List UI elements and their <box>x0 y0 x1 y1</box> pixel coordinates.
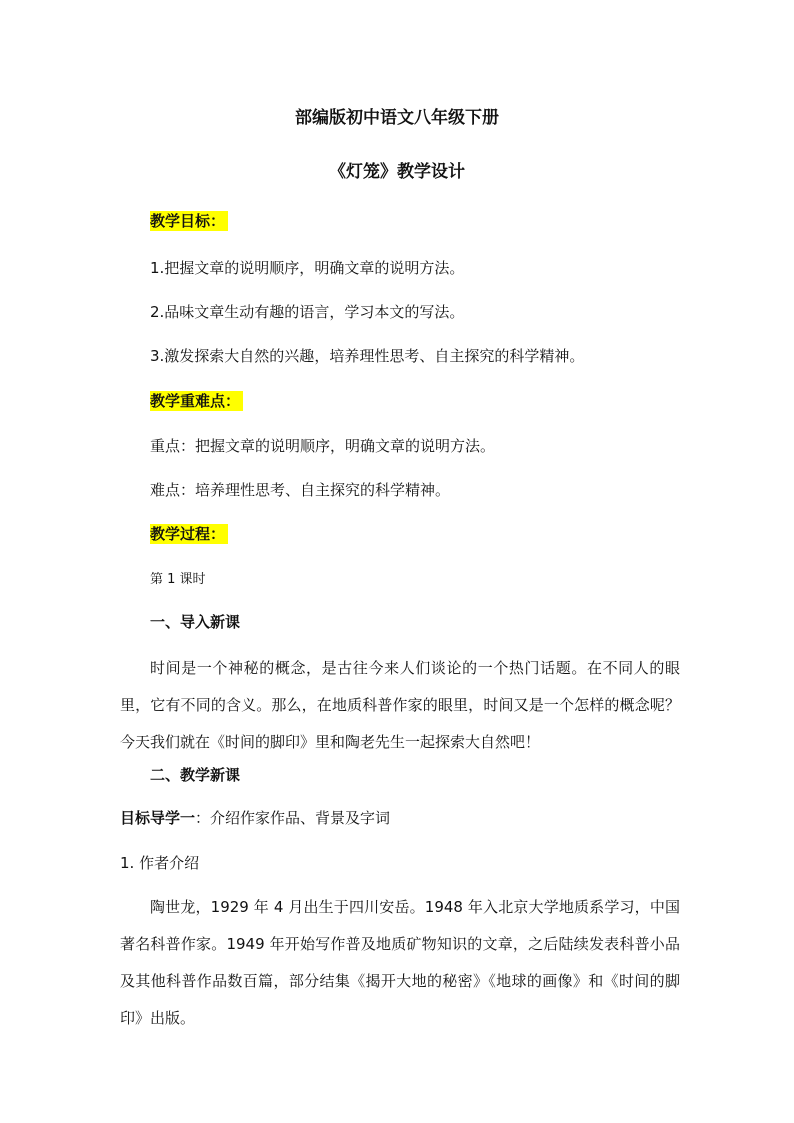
objectives-heading <box>150 211 228 231</box>
goal1-line <box>120 808 390 828</box>
objectives-heading-highlight: 教学目标： <box>150 211 228 231</box>
author-heading: 1. 作者介绍 <box>120 854 200 872</box>
section1-heading: 一、导入新课 <box>150 613 241 631</box>
process-heading <box>150 524 228 544</box>
objective-item: 1.把握文章的说明顺序，明确文章的说明方法。 <box>150 259 465 277</box>
difficulty-text: 难点：培养理性思考、自主探究的科学精神。 <box>150 481 451 499</box>
goal1-label: 目标导学一 <box>120 809 196 827</box>
section2-heading: 二、教学新课 <box>150 766 241 784</box>
goal1-text: ：介绍作家作品、背景及字词 <box>195 809 391 827</box>
keypoints-heading-highlight: 教学重难点： <box>150 391 243 411</box>
process-heading-highlight: 教学过程： <box>150 524 228 544</box>
objective-item: 2.品味文章生动有趣的语言，学习本文的写法。 <box>150 303 465 321</box>
document-subtitle: 《灯笼》教学设计 <box>329 162 465 182</box>
document-title: 部编版初中语文八年级下册 <box>295 108 499 128</box>
lesson-label: 第 1 课时 <box>150 572 206 587</box>
section1-paragraph: 时间是一个神秘的概念，是古往今来人们谈论的一个热门话题。在不同人的眼里，它有不同的含义。那么，在地质科普作家的眼里，时间又是一个怎样的概念呢？今天我们就在《时间的脚印》里和陶老先生一起探索大自然吧！ <box>120 659 680 751</box>
keypoint-text: 重点：把握文章的说明顺序，明确文章的说明方法。 <box>150 437 496 455</box>
author-paragraph: 陶世龙，1929 年 4 月出生于四川安岳。1948 年入北京大学地质系学习，中国著名科普作家。1949 年开始写作普及地质矿物知识的文章，之后陆续发表科普小品及其他科普作品数百篇，部分结集《揭开大地的秘密》《地球的画像》和《时间的脚印》出版。 <box>120 898 680 1027</box>
objective-item: 3.激发探索大自然的兴趣，培养理性思考、自主探究的科学精神。 <box>150 347 585 365</box>
keypoints-heading <box>150 391 243 411</box>
